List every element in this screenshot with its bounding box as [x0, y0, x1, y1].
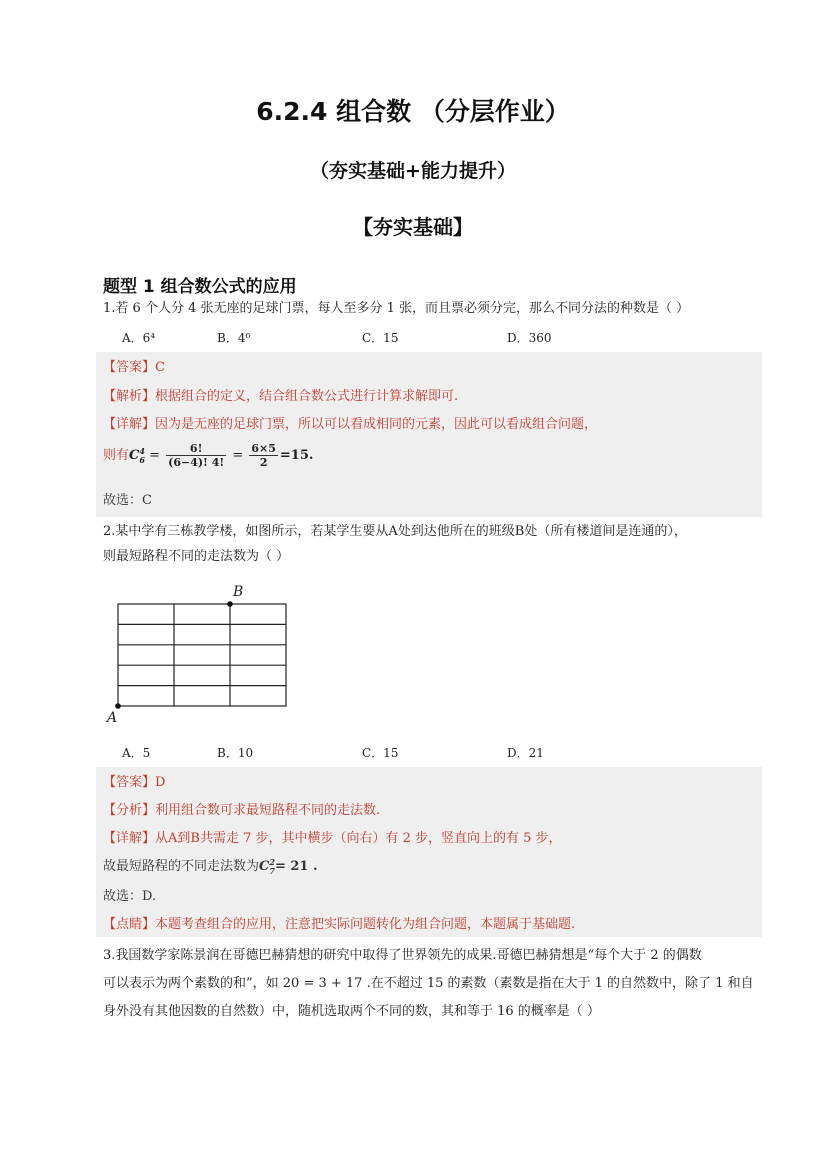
formula-1: 则有C 4 6 = $\frac{6!}{(6-4)! 4!}$ = $\frac{6\times 5}{2}$ =15.: [103, 442, 314, 469]
answer-2: 【答案】D: [103, 775, 166, 790]
formula-1-prefix: 则有: [103, 448, 130, 463]
formula-2-result: = 21 .: [274, 859, 318, 874]
label-b: B: [233, 584, 244, 600]
question-3-line-1: 3.我国数学家陈景润在哥德巴赫猜想的研究中取得了世界领先的成果.哥德巴赫猜想是“每个大于 2 的偶数: [103, 948, 702, 963]
option-b: B．10: [217, 746, 254, 760]
detail-1: 【详解】因为是无座的足球门票，所以可以看成相同的元素，因此可以看成组合问题，: [103, 417, 598, 432]
choice-2: 故选：D.: [103, 889, 157, 904]
answer-1: 【答案】C: [103, 360, 165, 375]
type-heading: 题型 1 组合数公式的应用: [103, 277, 297, 297]
analysis-1: 【解析】根据组合的定义，结合组合数公式进行计算求解即可.: [103, 389, 459, 404]
detail-2: 【详解】从A到B共需走 7 步，其中横步（向右）有 2 步，竖直向上的有 5 步，: [103, 831, 562, 846]
frac-1-num: 6!: [166, 442, 226, 456]
combination-symbol: C: [259, 859, 270, 874]
formula-2-sup: 2: [269, 856, 275, 867]
formula-1-sub: 6: [139, 454, 145, 465]
frac-2-num: 6×5: [251, 442, 276, 455]
grid-diagram: [104, 582, 304, 732]
formula-2: [103, 855, 318, 876]
question-3-line-2: 可以表示为两个素数的和”，如 20 = 3 + 17 .在不超过 15 的素数（素数是指在大于 1 的自然数中，除了 1 和自: [103, 976, 754, 991]
option-c: C．15: [362, 331, 399, 345]
choice-1: 故选：C: [103, 493, 152, 508]
page-subtitle: （夯实基础+能力提升）: [310, 160, 516, 182]
question-2-stem-line-2: 则最短路程不同的走法数为（ ）: [103, 549, 290, 564]
label-a: A: [107, 710, 118, 726]
answer-box-2: [96, 767, 762, 937]
formula-1-result: =15.: [279, 448, 314, 463]
option-c: C．15: [362, 746, 399, 760]
frac-1-den: (6−4)! 4!: [168, 456, 225, 469]
combination-symbol: C: [129, 448, 140, 463]
answer-box-1: [96, 352, 762, 517]
question-1-options: [122, 329, 722, 349]
section-heading: 【夯实基础】: [353, 215, 473, 239]
building-grid-figure: [104, 582, 304, 732]
point-b: [227, 601, 233, 607]
page-title: 6.2.4 组合数 （分层作业）: [256, 97, 570, 126]
option-b: B．4⁶: [217, 331, 251, 345]
option-d: D．360: [507, 331, 552, 345]
option-d: D．21: [507, 746, 544, 760]
point-a: [115, 703, 121, 709]
option-a: A．6⁴: [122, 331, 156, 345]
comment-2: 【点睛】本题考查组合的应用，注意把实际问题转化为组合问题，本题属于基础题.: [103, 917, 576, 932]
question-3-line-3: 身外没有其他因数的自然数）中，随机选取两个不同的数，其和等于 16 的概率是（ ）: [103, 1004, 600, 1019]
question-2-options: [122, 744, 722, 764]
formula-2-prefix: 故最短路程的不同走法数为: [103, 859, 260, 874]
formula-1-sup: 4: [139, 445, 145, 456]
question-1-stem: 1.若 6 个人分 4 张无座的足球门票，每人至多分 1 张，而且票必须分完，那么不同分法的种数是（ ）: [103, 301, 690, 316]
analysis-2: 【分析】利用组合数可求最短路程不同的走法数.: [103, 803, 381, 818]
formula-2-sub: 7: [269, 865, 275, 876]
option-a: A．5: [122, 746, 151, 760]
question-2-stem-line-1: 2.某中学有三栋教学楼，如图所示，若某学生要从A处到达他所在的班级B处（所有楼道间是连通的），: [103, 524, 687, 539]
frac-2-den: 2: [259, 456, 268, 469]
